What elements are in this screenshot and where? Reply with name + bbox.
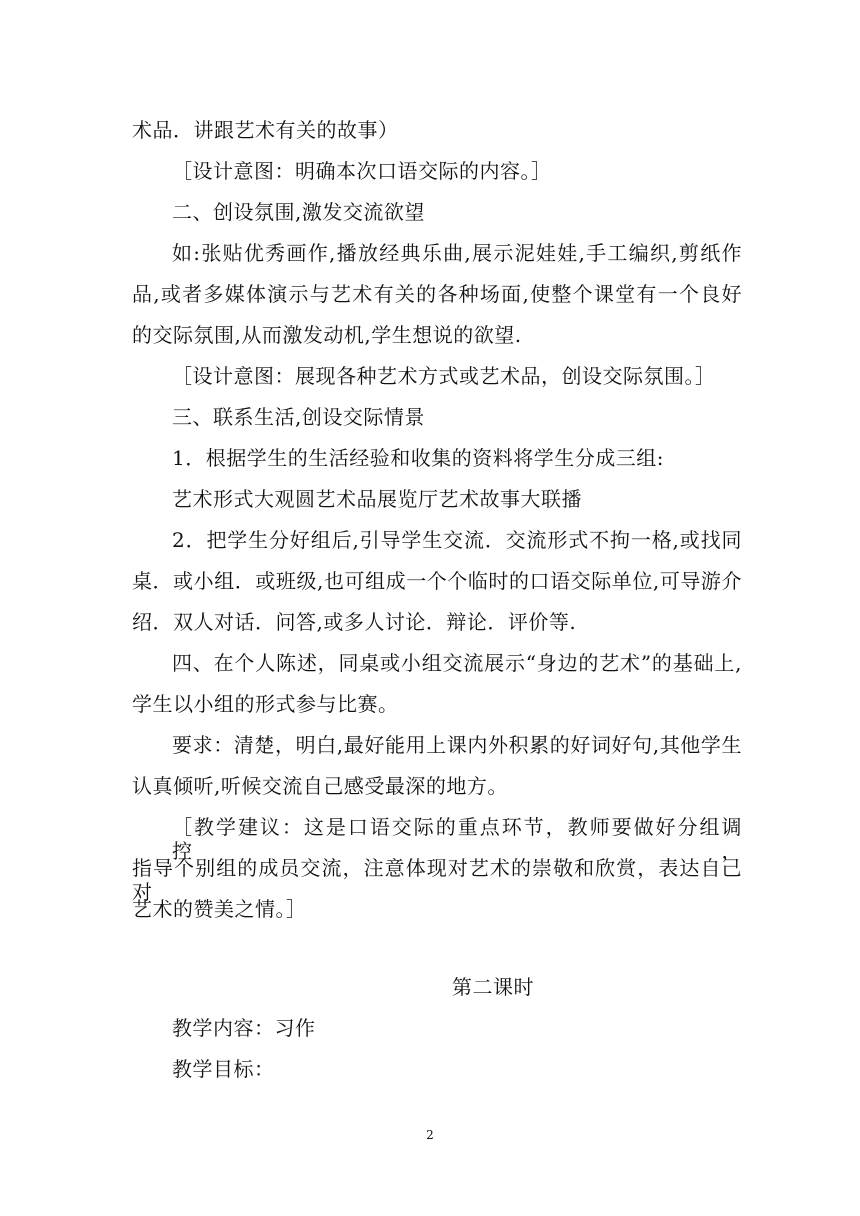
lesson-heading: 第二课时	[452, 975, 534, 999]
text-line: 桌．或小组．或班级,也可组成一个个临时的口语交际单位,可导游介	[132, 569, 742, 593]
text-line: 认真倾听,听候交流自己感受最深的地方。	[132, 774, 508, 798]
teaching-suggestion-note: ［教学建议：这是口语交际的重点环节，教师要做好分组调控，	[172, 815, 742, 863]
text-line: 教学内容：习作	[172, 1016, 316, 1040]
text-line: 品,或者多媒体演示与艺术有关的各种场面,使整个课堂有一个良好	[132, 282, 742, 306]
design-intent-note: ［设计意图：展现各种艺术方式或艺术品，创设交际氛围。］	[172, 364, 716, 388]
section-heading: 三、联系生活,创设交际情景	[172, 405, 425, 429]
text-line: 学生以小组的形式参与比赛。	[132, 692, 399, 716]
text-line: 要求：清楚，明白,最好能用上课内外积累的好词好句,其他学生	[172, 733, 742, 757]
text-line: 的交际氛围,从而激发动机,学生想说的欲望.	[132, 323, 522, 347]
text-line: 1．根据学生的生活经验和收集的资料将学生分成三组:	[172, 446, 664, 470]
text-line: 2．把学生分好组后,引导学生交流．交流形式不拘一格,或找同	[172, 528, 742, 552]
text-line: 绍．双人对话．问答,或多人讨论．辩论．评价等.	[132, 610, 577, 634]
text-line: 指导个别组的成员交流，注意体现对艺术的崇敬和欣赏，表达自己对	[132, 856, 742, 904]
text-line: 如:张贴优秀画作,播放经典乐曲,展示泥娃娃,手工编织,剪纸作	[172, 241, 742, 265]
design-intent-note: ［设计意图：明确本次口语交际的内容。］	[172, 159, 552, 183]
text-line: 艺术的赞美之情。］	[132, 897, 307, 921]
section-heading: 二、创设氛围,激发交流欲望	[172, 200, 425, 224]
text-line: 艺术形式大观圆艺术品展览厅艺术故事大联播	[172, 487, 582, 511]
page-number: 2	[426, 1128, 434, 1142]
text-line: 教学目标：	[172, 1057, 275, 1081]
text-line: 术品．讲跟艺术有关的故事）	[132, 118, 399, 142]
section-heading: 四、在个人陈述，同桌或小组交流展示“身边的艺术”的基础上,	[172, 651, 742, 675]
